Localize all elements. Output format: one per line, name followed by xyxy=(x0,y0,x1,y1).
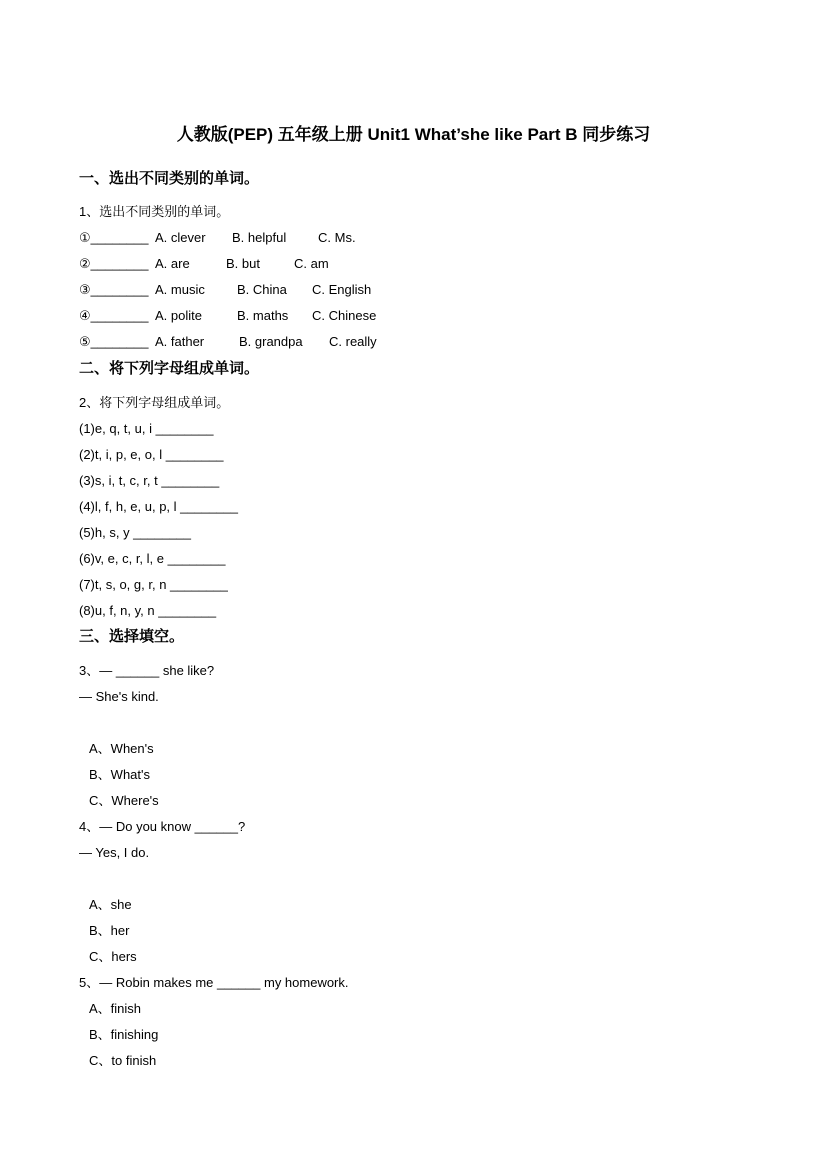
question-3-answer-line: — She's kind. xyxy=(79,689,159,704)
option-c: C. Ms. xyxy=(318,230,356,245)
q3-option-a: A、When's xyxy=(89,741,154,756)
item-number: ⑤________ xyxy=(79,334,149,349)
option-c: C. English xyxy=(312,282,372,297)
option-a: A. polite xyxy=(155,308,202,323)
letter-item-8: (8)u, f, n, y, n ________ xyxy=(79,603,217,618)
item-number: ③________ xyxy=(79,282,149,297)
section-3-heading: 三、选择填空。 xyxy=(79,628,185,645)
letter-item-6: (6)v, e, c, r, l, e ________ xyxy=(79,551,226,566)
letter-item-7: (7)t, s, o, g, r, n ________ xyxy=(79,577,228,592)
q4-option-c: C、hers xyxy=(89,949,137,964)
option-c: C. really xyxy=(329,334,377,349)
option-b: B. helpful xyxy=(232,230,287,245)
option-c: C. am xyxy=(294,256,329,271)
question-4-answer-line: — Yes, I do. xyxy=(79,845,150,860)
q4-option-b: B、her xyxy=(89,923,130,938)
option-b: B. China xyxy=(237,282,287,297)
option-b: B. but xyxy=(226,256,260,271)
option-a: A. clever xyxy=(155,230,206,245)
item-number: ①________ xyxy=(79,230,149,245)
letter-item-1: (1)e, q, t, u, i ________ xyxy=(79,421,214,436)
letter-item-5: (5)h, s, y ________ xyxy=(79,525,192,540)
question-1-label: 1、选出不同类别的单词。 xyxy=(79,204,230,219)
option-a: A. father xyxy=(155,334,205,349)
option-b: B. grandpa xyxy=(239,334,303,349)
letter-item-3: (3)s, i, t, c, r, t ________ xyxy=(79,473,220,488)
question-5-prompt: 5、— Robin makes me ______ my homework. xyxy=(79,975,349,990)
section-1-heading: 一、选出不同类别的单词。 xyxy=(79,170,260,187)
option-a: A. are xyxy=(155,256,190,271)
option-c: C. Chinese xyxy=(312,308,377,323)
question-2-label: 2、将下列字母组成单词。 xyxy=(79,395,230,410)
q3-option-c: C、Where's xyxy=(89,793,159,808)
question-3-prompt: 3、— ______ she like? xyxy=(79,663,215,678)
q4-option-a: A、she xyxy=(89,897,132,912)
item-number: ④________ xyxy=(79,308,149,323)
item-number: ②________ xyxy=(79,256,149,271)
letter-item-2: (2)t, i, p, e, o, l ________ xyxy=(79,447,224,462)
option-a: A. music xyxy=(155,282,205,297)
question-4-prompt: 4、— Do you know ______? xyxy=(79,819,246,834)
option-b: B. maths xyxy=(237,308,289,323)
letter-item-4: (4)l, f, h, e, u, p, l ________ xyxy=(79,499,238,514)
section-2-heading: 二、将下列字母组成单词。 xyxy=(79,360,260,377)
q5-option-b: B、finishing xyxy=(89,1027,159,1042)
q3-option-b: B、What's xyxy=(89,767,150,782)
page-title: 人教版(PEP) 五年级上册 Unit1 What’she like Part B 同步练习 xyxy=(176,125,651,144)
q5-option-c: C、to finish xyxy=(89,1053,157,1068)
q5-option-a: A、finish xyxy=(89,1001,142,1016)
